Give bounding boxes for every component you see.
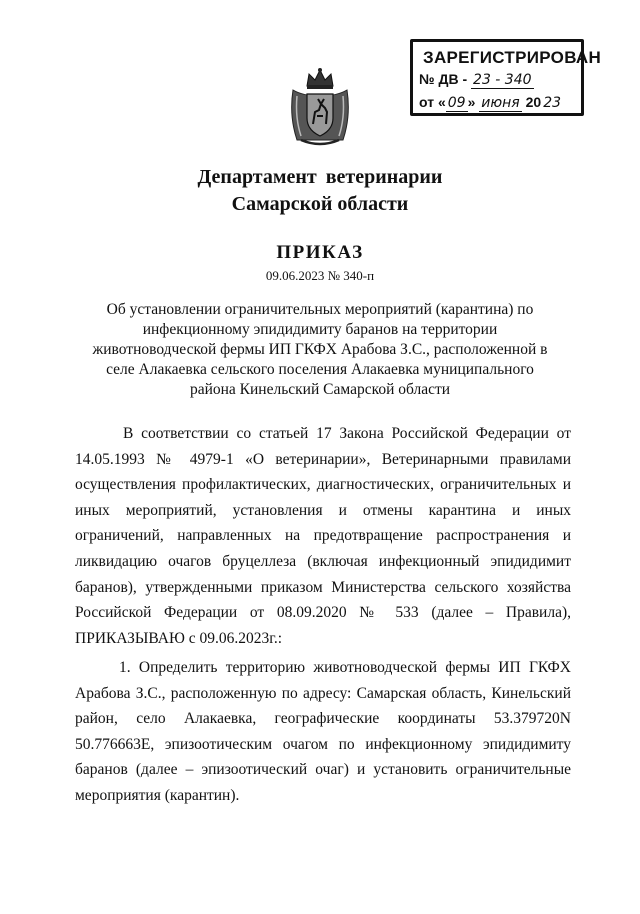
stamp-date-line (419, 94, 563, 111)
stamp-number-line (419, 71, 534, 88)
stamp-title: ЗАРЕГИСТРИРОВАН (423, 48, 602, 67)
order-subject: Об установлении ограничительных мероприятий (карантина) по инфекционному эпидидимиту баранов на территории животноводческой фермы ИП ГКФХ Арабова З.С., расположенной в селе Алакаевка сельского поселения Алакаевка муниципального района Кинельский Самарской области (92, 301, 548, 398)
order-title: ПРИКАЗ (276, 242, 364, 263)
stamp-number-label: № ДВ - (419, 71, 468, 87)
coat-of-arms-icon (287, 66, 353, 148)
stamp-date-year-suffix: 23 (543, 95, 562, 111)
stamp-date-mid: » (467, 94, 476, 110)
stamp-date-day: 09 (447, 95, 466, 111)
stamp-date-prefix: от « (419, 94, 446, 110)
paragraph-item-1: 1. Определить территорию животноводческой фермы ИП ГКФХ Арабова З.С., расположенную по адресу: Самарская область, Кинельский район, село Алакаевка, географические координаты 53.379720N 50.776663E, эпизоотическим очагом по инфекционному эпидидимиту баранов (далее – эпизоотический очаг) и установить ограничительные мероприятия (карантин). (75, 659, 571, 804)
department-name: Департамент ветеринарии (197, 166, 443, 188)
paragraph-preamble: В соответствии со статьей 17 Закона Российской Федерации от 14.05.1993 № 4979-1 «О ветеринарии», Ветеринарными правилами осуществления профилактических, диагностических, ограничительных и иных мероприятий, установления и отмены карантина и иных ограничений, направленных на предотвращение распространения и ликвидацию очагов бруцеллеза (включая инфекционный эпидидимит баранов), утвержденными приказом Министерства сельского хозяйства Российской Федерации от 08.09.2020 № 533 (далее – Правила), ПРИКАЗЫВАЮ с 09.06.2023г.: (75, 425, 571, 647)
stamp-date-month: июня (481, 95, 520, 111)
registration-stamp (410, 39, 602, 116)
stamp-date-year-prefix: 20 (525, 94, 542, 110)
order-date-number: 09.06.2023 № 340-п (265, 268, 375, 283)
stamp-number-value: 23 - 340 (473, 72, 532, 88)
department-region: Самарской области (231, 193, 409, 215)
